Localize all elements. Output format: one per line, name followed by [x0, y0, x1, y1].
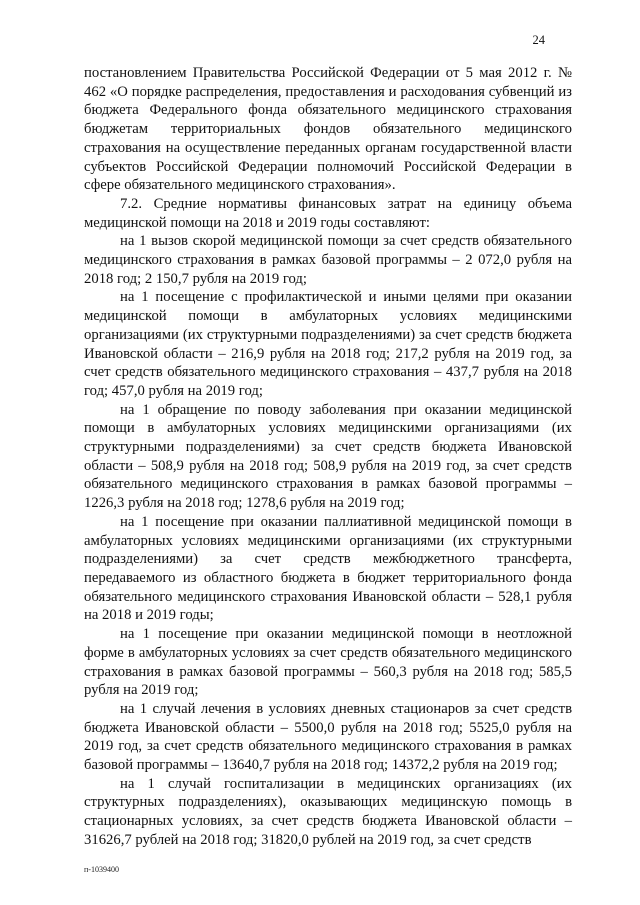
- paragraph-section-7-2: 7.2. Средние нормативы финансовых затрат на единицу объема медицинской помощи на 2018 и 2019 годы составляют:: [84, 195, 572, 231]
- paragraph-urgent-visit: на 1 посещение при оказании медицинской помощи в неотложной форме в амбулаторных условиях за счет средств обязательного медицинского страхования в рамках базовой программы – 560,3 рубля на 2018 год; 585,5 рубля на 2019 год;: [84, 626, 572, 699]
- document-body: [84, 64, 572, 850]
- page-number: 24: [532, 33, 545, 47]
- paragraph-prophylactic-visit: на 1 посещение с профилактической и иными целями при оказании медицинской помощи в амбулаторных условиях медицинскими организациями (их структурными подразделениями) за счет средств бюджета Ивановской области – 216,9 рубля на 2018 год; 217,2 рубля на 2019 год, за счет средств обязательного медицинского страхования – 437,7 рубля на 2018 год; 457,0 рубля на 2019 год;: [84, 289, 572, 399]
- document-code: п-1039400: [84, 865, 119, 874]
- paragraph-day-hospital-case: на 1 случай лечения в условиях дневных стационаров за счет средств бюджета Ивановской области – 5500,0 рубля на 2018 год; 5525,0 рубля на 2019 год, за счет средств обязательного медицинского страхования в рамках базовой программы – 13640,7 рубля на 2018 год; 14372,2 рубля на 2019 год;: [84, 700, 572, 774]
- paragraph-palliative-visit: на 1 посещение при оказании паллиативной медицинской помощи в амбулаторных условиях медицинскими организациями (их структурными подразделениями) за счет средств межбюджетного трансферта, передаваемого из областного бюджета в бюджет территориального фонда обязательного медицинского страхования Ивановской области – 528,1 рубля на 2018 и 2019 годы;: [84, 513, 572, 624]
- paragraph-continuation: постановлением Правительства Российской Федерации от 5 мая 2012 г. № 462 «О порядке распределения, предоставления и расходования субвенций из бюджета Федерального фонда обязательного медицинского страхования бюджетам территориальных фондов обязательного медицинского страхования на осуществление переданных органам государственной власти субъектов Российской Федерации полномочий Российской Федерации в сфере обязательного медицинского страхования».: [84, 65, 572, 194]
- paragraph-ambulance-call: на 1 вызов скорой медицинской помощи за счет средств обязательного медицинского страхования в рамках базовой программы – 2 072,0 рубля на 2018 год; 2 150,7 рубля на 2019 год;: [84, 233, 572, 287]
- paragraph-hospitalization-case: на 1 случай госпитализации в медицинских организациях (их структурных подразделениях), оказывающих медицинскую помощь в стационарных условиях, за счет средств бюджета Ивановской области – 31626,7 рублей на 2018 год; 31820,0 рублей на 2019 год, за счет средств: [84, 775, 572, 848]
- paragraph-disease-appeal: на 1 обращение по поводу заболевания при оказании медицинской помощи в амбулаторных условиях медицинскими организациями (их структурными подразделениями) за счет средств бюджета Ивановской области – 508,9 рубля на 2018 год; 508,9 рубля на 2019 год, за счет средств обязательного медицинского страхования в рамках базовой программы – 1226,3 рубля на 2018 год; 1278,6 рубля на 2019 год;: [84, 401, 572, 512]
